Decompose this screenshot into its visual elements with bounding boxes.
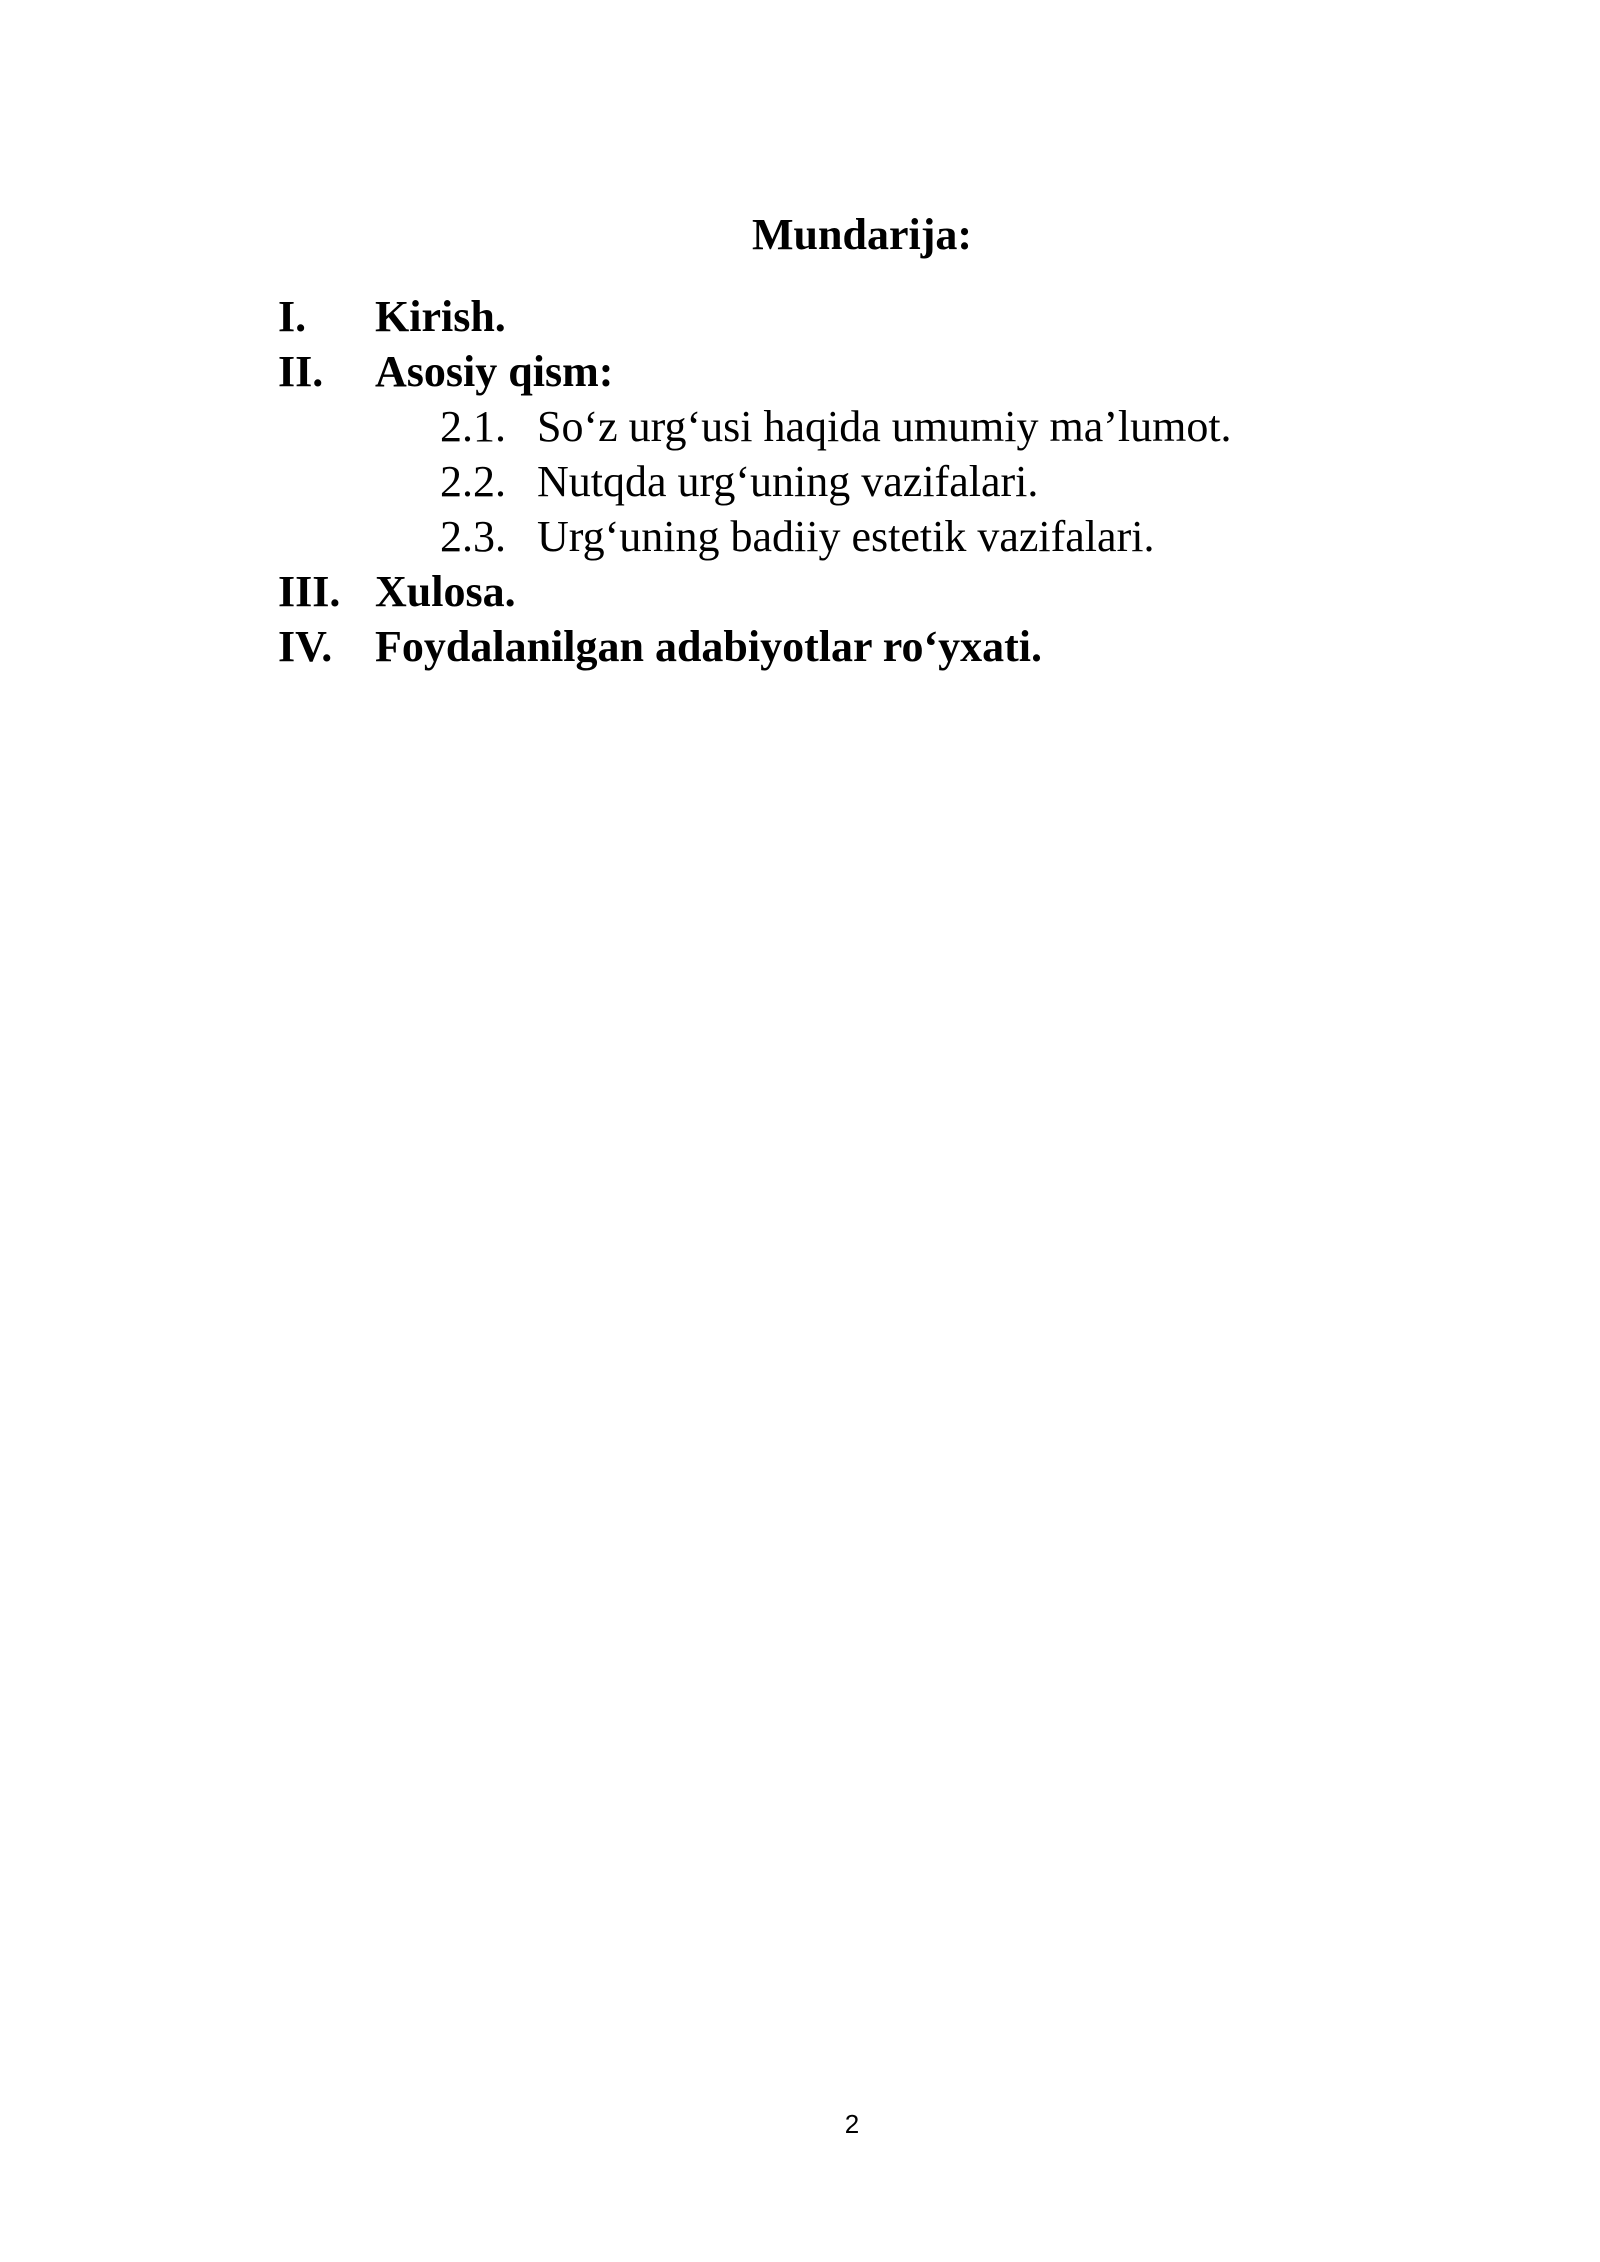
toc-item-conclusion [0, 564, 1600, 619]
toc-item-label: So‘z urg‘usi haqida umumiy ma’lumot. [537, 402, 1232, 451]
toc-subitem-2-3 [0, 509, 1600, 564]
toc-item-label: Kirish. [375, 292, 506, 341]
toc-item-introduction [0, 289, 1600, 344]
toc-item-number: 2.3. [440, 512, 506, 561]
toc-item-number: 2.1. [440, 402, 506, 451]
toc-item-label: Foydalanilgan adabiyotlar ro‘yxati. [375, 622, 1043, 671]
toc-item-number: II. [278, 347, 324, 396]
toc-item-label: Nutqda urg‘uning vazifalari. [537, 457, 1039, 506]
toc-subitem-2-1 [0, 399, 1600, 454]
table-of-contents [0, 289, 1600, 674]
toc-item-references [0, 619, 1600, 674]
toc-item-label: Xulosa. [375, 567, 516, 616]
page-number: 2 [844, 2109, 860, 2139]
toc-item-label: Urg‘uning badiiy estetik vazifalari. [537, 512, 1155, 561]
toc-item-number: I. [278, 292, 307, 341]
toc-item-label: Asosiy qism: [375, 347, 614, 396]
toc-subitem-2-2 [0, 454, 1600, 509]
toc-item-number: IV. [278, 622, 333, 671]
page-title: Mundarija: [752, 210, 972, 259]
toc-item-main-part [0, 344, 1600, 399]
toc-item-number: 2.2. [440, 457, 506, 506]
toc-item-number: III. [278, 567, 341, 616]
